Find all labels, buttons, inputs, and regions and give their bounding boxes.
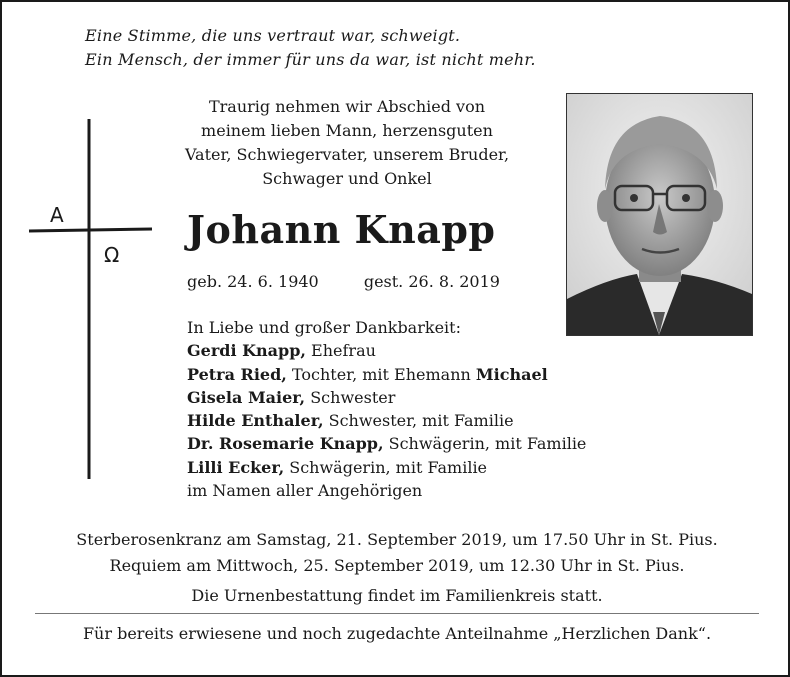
mourner-row <box>187 432 586 455</box>
requiem-info: Requiem am Mittwoch, 25. September 2019, um 12.30 Uhr in St. Pius. <box>109 556 685 575</box>
divider <box>35 613 759 614</box>
intro-line: meinem lieben Mann, herzensguten <box>201 121 493 140</box>
deceased-name: Johann Knapp <box>187 207 496 252</box>
mourner-relation: Schwägerin, mit Familie <box>383 434 587 454</box>
mourner-name: Dr. Rosemarie Knapp, <box>187 434 384 454</box>
intro-line: Schwager und Onkel <box>262 169 432 188</box>
alpha-symbol: A <box>50 203 64 227</box>
mourner-relation: Schwester <box>305 387 396 407</box>
mourner-relation: Schwester, mit Familie <box>323 411 514 431</box>
omega-symbol: Ω <box>104 243 120 267</box>
mourner-relation: Tochter, mit Ehemann <box>286 364 476 384</box>
mourner-row <box>187 409 586 432</box>
mourner-name: Lilli Ecker, <box>187 457 285 477</box>
mourners-intro: In Liebe und großer Dankbarkeit: <box>187 318 461 337</box>
mourner-relation: Ehefrau <box>305 341 376 361</box>
motto-line-2: Ein Mensch, der immer für uns da war, ist nicht mehr. <box>85 50 536 69</box>
portrait-photo <box>566 93 753 336</box>
mourner-row <box>187 456 586 479</box>
mourner-spouse: Michael <box>475 364 548 384</box>
mourner-name: Hilde Enthaler, <box>187 411 324 431</box>
birth-date: geb. 24. 6. 1940 <box>187 272 319 291</box>
rosary-info: Sterberosenkranz am Samstag, 21. September 2019, um 17.50 Uhr in St. Pius. <box>76 530 718 549</box>
motto <box>85 24 536 72</box>
intro-text <box>147 95 547 191</box>
intro-line: Traurig nehmen wir Abschied von <box>208 97 486 116</box>
mourners-list <box>187 316 586 502</box>
mourner-row <box>187 386 586 409</box>
mourner-name: Gerdi Knapp, <box>187 341 306 361</box>
intro-line: Vater, Schwiegervater, unserem Bruder, <box>184 145 510 164</box>
mourner-row <box>187 339 586 362</box>
service-details <box>2 527 790 609</box>
mourner-name: Petra Ried, <box>187 364 287 384</box>
mourner-relation: Schwägerin, mit Familie <box>284 457 488 477</box>
death-date: gest. 26. 8. 2019 <box>363 272 500 291</box>
mourner-name: Gisela Maier, <box>187 387 306 407</box>
mourner-row <box>187 363 586 386</box>
thanks-footer: Für bereits erwiesene und noch zugedachte Anteilnahme „Herzlichen Dank“. <box>82 624 712 643</box>
motto-line-1: Eine Stimme, die uns vertraut war, schweigt. <box>85 26 461 45</box>
life-dates <box>187 272 500 291</box>
cross-icon <box>22 117 162 482</box>
burial-info: Die Urnenbestattung findet im Familienkreis statt. <box>191 586 603 605</box>
mourners-closing: im Namen aller Angehörigen <box>187 481 423 501</box>
